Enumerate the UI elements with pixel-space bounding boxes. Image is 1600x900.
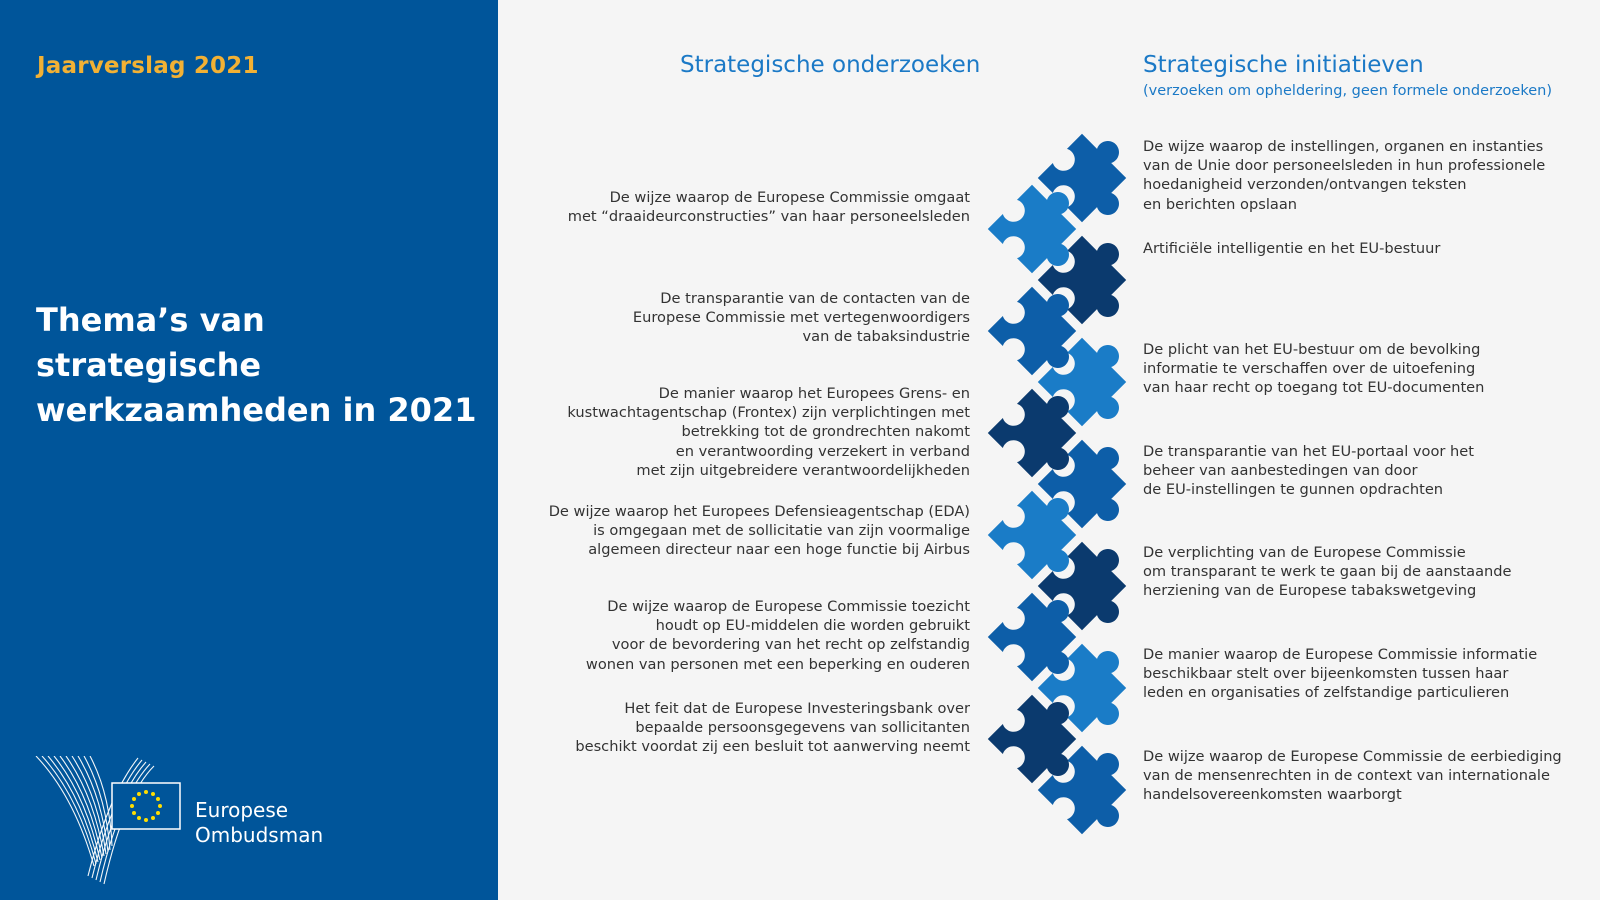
initiative-item: De wijze waarop de Europese Commissie de eerbiediging van de mensenrechten in de context van internationale handelsovereenkomsten waarborgt (1143, 748, 1562, 804)
logo-text-line1: Europese (195, 798, 289, 822)
logo-text-line2: Ombudsman (195, 823, 324, 847)
inquiry-item: Het feit dat de Europese Investeringsbank over bepaalde persoonsgegevens van sollicitanten beschikt voordat zij een besluit tot aanwerving neemt (575, 700, 970, 756)
inquiry-item: De wijze waarop de Europese Commissie omgaat met “draaideurconstructies” van haar personeelsleden (567, 189, 970, 226)
page-title: Thema’s van strategische werkzaamheden in 2021 (36, 301, 477, 429)
initiative-item: Artificiële intelligentie en het EU-bestuur (1143, 240, 1441, 257)
initiative-item: De manier waarop de Europese Commissie informatie beschikbaar stelt over bijeenkomsten tussen haar leden en organisaties of zelfstandige particulieren (1143, 646, 1538, 702)
inquiry-item: De wijze waarop de Europese Commissie toezicht houdt op EU-middelen die worden gebruikt voor de bevordering van het recht op zelfstandig wonen van personen met een beperking en ouderen (585, 598, 970, 673)
report-label: Jaarverslag 2021 (37, 53, 259, 79)
initiatives-heading: Strategische initiatieven (1143, 52, 1424, 78)
inquiries-heading: Strategische onderzoeken (680, 52, 981, 78)
initiative-item: De transparantie van het EU-portaal voor het beheer van aanbestedingen van door de EU-instellingen te gunnen opdrachten (1143, 443, 1474, 499)
logo-text (195, 798, 323, 848)
inquiry-item: De wijze waarop het Europees Defensieagentschap (EDA) is omgegaan met de sollicitatie van zijn voormalige algemeen directeur naar een hoge functie bij Airbus (548, 503, 970, 559)
initiatives-subheading: (verzoeken om opheldering, geen formele onderzoeken) (1143, 83, 1553, 99)
initiative-item: De plicht van het EU-bestuur om de bevolking informatie te verschaffen over de uitoefening van haar recht op toegang tot EU-documenten (1143, 341, 1485, 397)
inquiry-item: De manier waarop het Europees Grens- en kustwachtagentschap (Frontex) zijn verplichtingen met betrekking tot de grondrechten nakomt en verantwoording verzekert in verband met zijn uitgebreidere verantwoordelijkheden (567, 385, 970, 479)
initiative-item: De wijze waarop de instellingen, organen en instanties van de Unie door personeelsleden in hun professionele hoedanigheid verzonden/ontvangen teksten en berichten opslaan (1143, 138, 1546, 213)
inquiry-item: De transparantie van de contacten van de Europese Commissie met vertegenwoordigers van de tabaksindustrie (632, 290, 970, 346)
sidebar-panel (0, 0, 498, 900)
eu-flag (112, 783, 180, 829)
initiative-item: De verplichting van de Europese Commissie om transparant te werk te gaan bij de aanstaande herziening van de Europese tabakswetgeving (1143, 544, 1512, 600)
puzzle-pieces-graphic (978, 128, 1136, 850)
